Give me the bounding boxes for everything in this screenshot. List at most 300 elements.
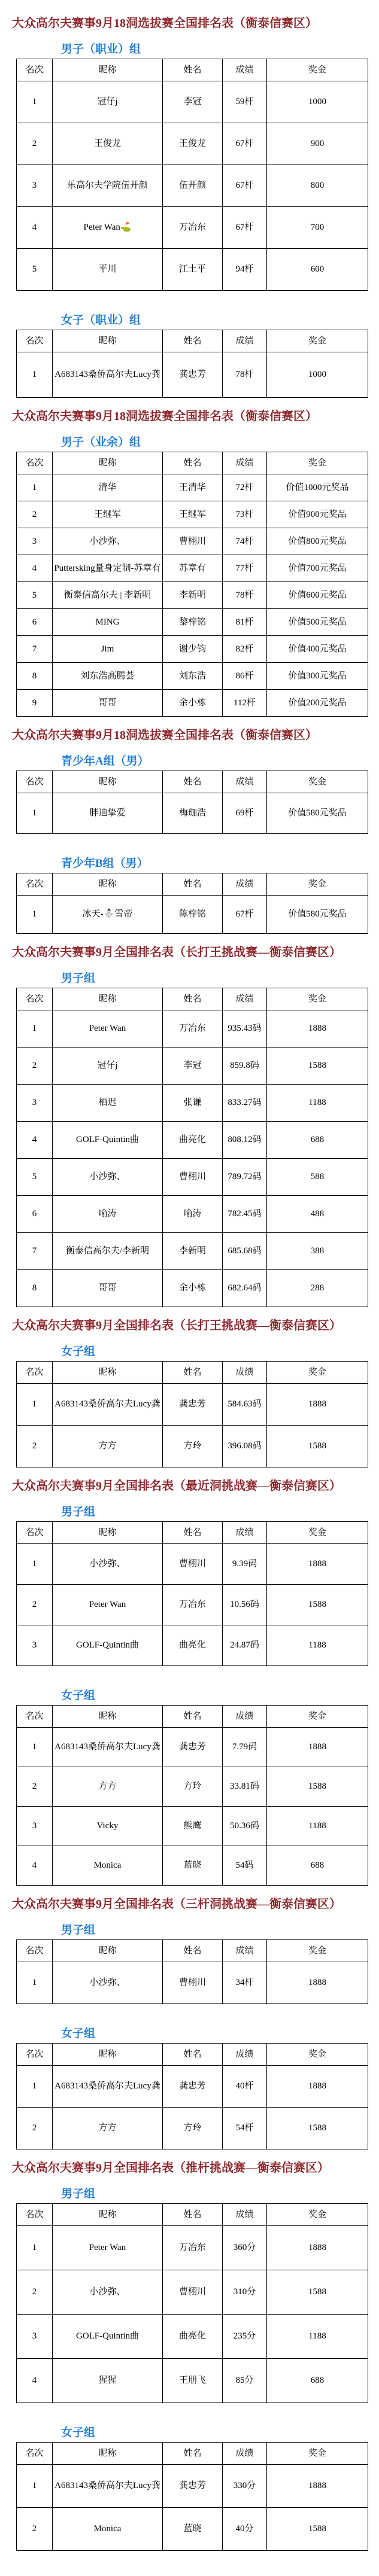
rank-cell: 2 xyxy=(17,2108,53,2149)
rank-cell: 6 xyxy=(17,1196,53,1233)
player-name-cell: 王清华 xyxy=(163,474,223,501)
rank-cell: 4 xyxy=(17,1846,53,1886)
rank-cell: 1 xyxy=(17,1544,53,1585)
table-row xyxy=(17,2359,368,2403)
table-row xyxy=(17,1544,368,1585)
player-name-cell: 曹栩川 xyxy=(163,528,223,555)
table-row xyxy=(17,1159,368,1196)
rank-cell: 1 xyxy=(17,1010,53,1048)
column-header: 昵称 xyxy=(53,988,163,1010)
column-header: 昵称 xyxy=(53,873,163,896)
group-subtitle: 男子组 xyxy=(61,972,96,985)
prize-cell: 价值200元奖品 xyxy=(267,690,368,717)
nickname-cell: 小沙弥、 xyxy=(53,1159,163,1196)
header-row xyxy=(17,2443,368,2465)
column-header: 奖金 xyxy=(267,2204,368,2226)
report xyxy=(0,16,379,2551)
table-row xyxy=(17,896,368,934)
player-name-cell: 李新明 xyxy=(163,1233,223,1270)
column-header: 名次 xyxy=(17,330,53,352)
column-header: 成绩 xyxy=(223,59,267,81)
column-header: 名次 xyxy=(17,2044,53,2066)
column-header: 成绩 xyxy=(223,1940,267,1962)
prize-cell: 1888 xyxy=(267,1384,368,1426)
prize-cell: 1188 xyxy=(267,1625,368,1666)
table-row xyxy=(17,636,368,663)
prize-cell: 1888 xyxy=(267,1010,368,1048)
column-header: 奖金 xyxy=(267,2044,368,2066)
column-header: 奖金 xyxy=(267,452,368,474)
section-title: 大众高尔夫赛事9月18洞选拔赛全国排名表（衡泰信赛区） xyxy=(12,410,317,423)
player-name-cell: 蓝晓 xyxy=(163,2508,223,2551)
column-header: 成绩 xyxy=(223,2443,267,2465)
header-row xyxy=(17,1522,368,1544)
header-row xyxy=(17,2044,368,2066)
prize-cell: 588 xyxy=(267,1159,368,1196)
player-name-cell: 曹栩川 xyxy=(163,1962,223,2004)
score-cell: 50.36码 xyxy=(223,1807,267,1846)
score-cell: 9.39码 xyxy=(223,1544,267,1585)
player-name-cell: 万冶东 xyxy=(163,207,223,249)
column-header: 昵称 xyxy=(53,59,163,81)
group-subtitle: 女子（职业）组 xyxy=(61,314,141,327)
table-row xyxy=(17,2270,368,2315)
column-header: 名次 xyxy=(17,873,53,896)
table-row xyxy=(17,582,368,609)
section-title: 大众高尔夫赛事9月全国排名表（长打王挑战赛—衡泰信赛区） xyxy=(12,1319,341,1332)
rank-cell: 1 xyxy=(17,1962,53,2004)
prize-cell: 1188 xyxy=(267,1807,368,1846)
group-subtitle: 男子组 xyxy=(61,1506,96,1518)
rank-cell: 4 xyxy=(17,555,53,582)
score-cell: 54杆 xyxy=(223,2108,267,2149)
player-name-cell: 曹栩川 xyxy=(163,2270,223,2315)
prize-cell: 1888 xyxy=(267,2465,368,2508)
column-header: 奖金 xyxy=(267,1522,368,1544)
rank-cell: 1 xyxy=(17,352,53,398)
column-header: 姓名 xyxy=(163,2044,223,2066)
column-header: 名次 xyxy=(17,1362,53,1384)
group-subtitle: 女子组 xyxy=(61,1345,96,1358)
column-header: 名次 xyxy=(17,1522,53,1544)
column-header: 姓名 xyxy=(163,330,223,352)
ranking-table xyxy=(16,1705,368,1886)
table-row xyxy=(17,1728,368,1767)
player-name-cell: 龚忠芳 xyxy=(163,352,223,398)
ranking-table xyxy=(16,59,368,291)
score-cell: 72杆 xyxy=(223,474,267,501)
score-cell: 67杆 xyxy=(223,207,267,249)
rank-cell: 7 xyxy=(17,636,53,663)
table-row xyxy=(17,81,368,123)
score-cell: 24.87码 xyxy=(223,1625,267,1666)
score-cell: 789.72码 xyxy=(223,1159,267,1196)
table-row xyxy=(17,2226,368,2270)
table-row xyxy=(17,1085,368,1122)
player-name-cell: 王继军 xyxy=(163,501,223,528)
prize-cell: 价值600元奖品 xyxy=(267,582,368,609)
score-cell: 73杆 xyxy=(223,501,267,528)
rank-cell: 1 xyxy=(17,793,53,834)
column-header: 奖金 xyxy=(267,873,368,896)
column-header: 奖金 xyxy=(267,59,368,81)
header-row xyxy=(17,452,368,474)
score-cell: 94杆 xyxy=(223,249,267,291)
group-subtitle: 男子（职业）组 xyxy=(61,43,141,56)
rank-cell: 2 xyxy=(17,1426,53,1467)
nickname-cell: A683143桑侨高尔夫Lucy龚 xyxy=(53,2066,163,2108)
ranking-section xyxy=(0,1478,379,1886)
player-name-cell: 熊鹰 xyxy=(163,1807,223,1846)
section-title: 大众高尔夫赛事9月18洞选拔赛全国排名表（衡泰信赛区） xyxy=(12,729,317,742)
table-row xyxy=(17,1270,368,1307)
column-header: 成绩 xyxy=(223,452,267,474)
player-name-cell: 龚忠芳 xyxy=(163,1384,223,1426)
rank-cell: 5 xyxy=(17,1159,53,1196)
header-row xyxy=(17,1706,368,1728)
nickname-cell: Jim xyxy=(53,636,163,663)
rank-cell: 1 xyxy=(17,81,53,123)
prize-cell: 价值400元奖品 xyxy=(267,636,368,663)
table-row xyxy=(17,1962,368,2004)
prize-cell: 价值300元奖品 xyxy=(267,663,368,690)
score-cell: 33.81码 xyxy=(223,1767,267,1807)
header-row xyxy=(17,1362,368,1384)
player-name-cell: 李冠 xyxy=(163,81,223,123)
column-header: 昵称 xyxy=(53,2204,163,2226)
group-subtitle: 女子组 xyxy=(61,1689,96,1702)
rank-cell: 8 xyxy=(17,1270,53,1307)
section-title: 大众高尔夫赛事9月全国排名表（长打王挑战赛—衡泰信赛区） xyxy=(12,946,341,959)
prize-cell: 688 xyxy=(267,1846,368,1886)
ranking-table xyxy=(16,988,368,1307)
column-header: 成绩 xyxy=(223,988,267,1010)
header-row xyxy=(17,2204,368,2226)
nickname-cell: 方方 xyxy=(53,2108,163,2149)
player-name-cell: 李新明 xyxy=(163,582,223,609)
section-title: 大众高尔夫赛事9月全国排名表（三杆洞挑战赛—衡泰信赛区） xyxy=(12,1898,341,1911)
ranking-section xyxy=(0,16,379,398)
header-row xyxy=(17,873,368,896)
nickname-cell: 平川 xyxy=(53,249,163,291)
table-row xyxy=(17,2315,368,2359)
table-row xyxy=(17,1426,368,1467)
table-row xyxy=(17,2465,368,2508)
nickname-cell: 喻涛 xyxy=(53,1196,163,1233)
rank-cell: 3 xyxy=(17,165,53,207)
score-cell: 682.64码 xyxy=(223,1270,267,1307)
group-subtitle: 青少年A组（男） xyxy=(61,755,149,768)
rank-cell: 1 xyxy=(17,1384,53,1426)
rank-cell: 1 xyxy=(17,1728,53,1767)
score-cell: 69杆 xyxy=(223,793,267,834)
player-name-cell: 喻涛 xyxy=(163,1196,223,1233)
header-row xyxy=(17,330,368,352)
nickname-cell: 胖迪挚爱 xyxy=(53,793,163,834)
rank-cell: 4 xyxy=(17,207,53,249)
ranking-table xyxy=(16,330,368,398)
column-header: 昵称 xyxy=(53,452,163,474)
column-header: 奖金 xyxy=(267,1706,368,1728)
table-row xyxy=(17,501,368,528)
nickname-cell: 哥哥 xyxy=(53,1270,163,1307)
table-row xyxy=(17,1196,368,1233)
column-header: 昵称 xyxy=(53,771,163,793)
score-cell: 77杆 xyxy=(223,555,267,582)
table-row xyxy=(17,528,368,555)
rank-cell: 4 xyxy=(17,1122,53,1159)
column-header: 姓名 xyxy=(163,988,223,1010)
column-header: 名次 xyxy=(17,1706,53,1728)
nickname-cell: A683143桑侨高尔夫Lucy龚 xyxy=(53,1384,163,1426)
header-row xyxy=(17,771,368,793)
rank-cell: 1 xyxy=(17,896,53,934)
nickname-cell: Monica xyxy=(53,1846,163,1886)
column-header: 奖金 xyxy=(267,2443,368,2465)
table-row xyxy=(17,1384,368,1426)
player-name-cell: 龚忠芳 xyxy=(163,2465,223,2508)
player-name-cell: 万冶东 xyxy=(163,1585,223,1625)
nickname-cell: 王继军 xyxy=(53,501,163,528)
score-cell: 78杆 xyxy=(223,582,267,609)
column-header: 奖金 xyxy=(267,988,368,1010)
player-name-cell: 曲亮化 xyxy=(163,1625,223,1666)
rank-cell: 8 xyxy=(17,663,53,690)
table-row xyxy=(17,690,368,717)
score-cell: 330分 xyxy=(223,2465,267,2508)
prize-cell: 价值900元奖品 xyxy=(267,501,368,528)
nickname-cell: 王俊龙 xyxy=(53,123,163,165)
column-header: 名次 xyxy=(17,2204,53,2226)
player-name-cell: 陈梓铭 xyxy=(163,896,223,934)
nickname-cell: 小沙弥、 xyxy=(53,528,163,555)
prize-cell: 1588 xyxy=(267,1048,368,1085)
player-name-cell: 龚忠芳 xyxy=(163,1728,223,1767)
nickname-cell: 小沙弥、 xyxy=(53,1962,163,2004)
nickname-cell: 冠仔j xyxy=(53,81,163,123)
rank-cell: 1 xyxy=(17,2066,53,2108)
table-row xyxy=(17,1807,368,1846)
section-title: 大众高尔夫赛事9月18洞选拔赛全国排名表（衡泰信赛区） xyxy=(12,17,317,30)
table-row xyxy=(17,352,368,398)
score-cell: 584.63码 xyxy=(223,1384,267,1426)
player-name-cell: 刘东浩 xyxy=(163,663,223,690)
ranking-section xyxy=(0,1896,379,2149)
header-row xyxy=(17,1940,368,1962)
ranking-table xyxy=(16,1939,368,2004)
rank-cell: 2 xyxy=(17,2270,53,2315)
column-header: 姓名 xyxy=(163,771,223,793)
prize-cell: 1888 xyxy=(267,2226,368,2270)
rank-cell: 5 xyxy=(17,582,53,609)
score-cell: 10.56码 xyxy=(223,1585,267,1625)
column-header: 奖金 xyxy=(267,1362,368,1384)
prize-cell: 价值500元奖品 xyxy=(267,609,368,636)
player-name-cell: 伍开颜 xyxy=(163,165,223,207)
rank-cell: 5 xyxy=(17,249,53,291)
player-name-cell: 江土平 xyxy=(163,249,223,291)
prize-cell: 1000 xyxy=(267,81,368,123)
prize-cell: 价值700元奖品 xyxy=(267,555,368,582)
nickname-cell: 刘东浩高腾荟 xyxy=(53,663,163,690)
table-row xyxy=(17,474,368,501)
nickname-cell: 方方 xyxy=(53,1426,163,1467)
ranking-section xyxy=(0,2160,379,2551)
column-header: 名次 xyxy=(17,1940,53,1962)
column-header: 奖金 xyxy=(267,330,368,352)
prize-cell: 1588 xyxy=(267,1585,368,1625)
player-name-cell: 余小栋 xyxy=(163,1270,223,1307)
score-cell: 54码 xyxy=(223,1846,267,1886)
column-header: 姓名 xyxy=(163,2204,223,2226)
group-subtitle: 青少年B组（男） xyxy=(61,857,148,870)
nickname-cell: 小沙弥、 xyxy=(53,1544,163,1585)
rank-cell: 3 xyxy=(17,2315,53,2359)
prize-cell: 1888 xyxy=(267,1728,368,1767)
player-name-cell: 曲亮化 xyxy=(163,1122,223,1159)
column-header: 成绩 xyxy=(223,1706,267,1728)
rank-cell: 9 xyxy=(17,690,53,717)
player-name-cell: 万冶东 xyxy=(163,1010,223,1048)
prize-cell: 700 xyxy=(267,207,368,249)
prize-cell: 1888 xyxy=(267,1544,368,1585)
rank-cell: 3 xyxy=(17,528,53,555)
table-row xyxy=(17,555,368,582)
group-subtitle: 男子（业余）组 xyxy=(61,436,141,449)
table-row xyxy=(17,2108,368,2149)
score-cell: 360分 xyxy=(223,2226,267,2270)
score-cell: 67杆 xyxy=(223,896,267,934)
player-name-cell: 曹栩川 xyxy=(163,1159,223,1196)
group-subtitle: 女子组 xyxy=(61,2426,96,2439)
ranking-section xyxy=(0,945,379,1307)
table-row xyxy=(17,165,368,207)
column-header: 名次 xyxy=(17,452,53,474)
ranking-table xyxy=(16,452,368,717)
table-row xyxy=(17,1767,368,1807)
table-row xyxy=(17,2066,368,2108)
nickname-cell: A683143桑侨高尔夫Lucy龚 xyxy=(53,1728,163,1767)
prize-cell: 1888 xyxy=(267,1962,368,2004)
nickname-cell: 方方 xyxy=(53,1767,163,1807)
column-header: 成绩 xyxy=(223,2204,267,2226)
prize-cell: 1188 xyxy=(267,1085,368,1122)
table-row xyxy=(17,123,368,165)
column-header: 成绩 xyxy=(223,771,267,793)
prize-cell: 688 xyxy=(267,2359,368,2403)
score-cell: 782.45码 xyxy=(223,1196,267,1233)
table-row xyxy=(17,793,368,834)
prize-cell: 价值1000元奖品 xyxy=(267,474,368,501)
prize-cell: 1188 xyxy=(267,2315,368,2359)
score-cell: 833.27码 xyxy=(223,1085,267,1122)
score-cell: 808.12码 xyxy=(223,1122,267,1159)
column-header: 姓名 xyxy=(163,452,223,474)
nickname-cell: 哥哥 xyxy=(53,690,163,717)
nickname-cell: Peter Wan xyxy=(53,2226,163,2270)
ranking-table xyxy=(16,873,368,934)
header-row xyxy=(17,988,368,1010)
section-title: 大众高尔夫赛事9月全国排名表（推杆挑战赛—衡泰信赛区） xyxy=(12,2161,329,2175)
column-header: 昵称 xyxy=(53,2443,163,2465)
table-row xyxy=(17,1846,368,1886)
column-header: 姓名 xyxy=(163,1706,223,1728)
player-name-cell: 王朋飞 xyxy=(163,2359,223,2403)
score-cell: 40杆 xyxy=(223,2066,267,2108)
table-row xyxy=(17,1048,368,1085)
player-name-cell: 梅珈浩 xyxy=(163,793,223,834)
prize-cell: 1888 xyxy=(267,2066,368,2108)
table-row xyxy=(17,1625,368,1666)
rank-cell: 3 xyxy=(17,1085,53,1122)
rank-cell: 2 xyxy=(17,1767,53,1807)
prize-cell: 800 xyxy=(267,165,368,207)
ranking-section xyxy=(0,1318,379,1467)
table-row xyxy=(17,1122,368,1159)
nickname-cell: A683143桑侨高尔夫Lucy龚 xyxy=(53,2465,163,2508)
group-subtitle: 女子组 xyxy=(61,2027,96,2040)
player-name-cell: 方玲 xyxy=(163,1767,223,1807)
column-header: 奖金 xyxy=(267,771,368,793)
prize-cell: 价值580元奖品 xyxy=(267,793,368,834)
score-cell: 859.8码 xyxy=(223,1048,267,1085)
nickname-cell: 清华 xyxy=(53,474,163,501)
ranking-table xyxy=(16,2043,368,2149)
ranking-section xyxy=(0,409,379,717)
player-name-cell: 谢少钧 xyxy=(163,636,223,663)
nickname-cell: 猩猩 xyxy=(53,2359,163,2403)
prize-cell: 1588 xyxy=(267,2270,368,2315)
score-cell: 34杆 xyxy=(223,1962,267,2004)
rank-cell: 2 xyxy=(17,2508,53,2551)
table-row xyxy=(17,249,368,291)
nickname-cell: 冠仔j xyxy=(53,1048,163,1085)
player-name-cell: 李冠 xyxy=(163,1048,223,1085)
ranking-table xyxy=(16,2203,368,2403)
column-header: 成绩 xyxy=(223,1522,267,1544)
nickname-cell: A683143桑侨高尔夫Lucy龚 xyxy=(53,352,163,398)
player-name-cell: 方玲 xyxy=(163,2108,223,2149)
column-header: 姓名 xyxy=(163,1522,223,1544)
nickname-cell: 冰天-⛄雪帝 xyxy=(53,896,163,934)
nickname-cell: Peter Wan xyxy=(53,1585,163,1625)
column-header: 姓名 xyxy=(163,1940,223,1962)
score-cell: 78杆 xyxy=(223,352,267,398)
prize-cell: 688 xyxy=(267,1122,368,1159)
prize-cell: 1000 xyxy=(267,352,368,398)
column-header: 名次 xyxy=(17,59,53,81)
rank-cell: 7 xyxy=(17,1233,53,1270)
score-cell: 85分 xyxy=(223,2359,267,2403)
prize-cell: 1588 xyxy=(267,2108,368,2149)
score-cell: 235分 xyxy=(223,2315,267,2359)
group-subtitle: 男子组 xyxy=(61,2188,96,2200)
score-cell: 86杆 xyxy=(223,663,267,690)
column-header: 昵称 xyxy=(53,2044,163,2066)
nickname-cell: Vicky xyxy=(53,1807,163,1846)
column-header: 名次 xyxy=(17,988,53,1010)
player-name-cell: 龚忠芳 xyxy=(163,2066,223,2108)
table-row xyxy=(17,207,368,249)
ranking-table xyxy=(16,771,368,834)
header-row xyxy=(17,59,368,81)
section-title: 大众高尔夫赛事9月全国排名表（最近洞挑战赛—衡泰信赛区） xyxy=(12,1479,341,1493)
column-header: 名次 xyxy=(17,2443,53,2465)
nickname-cell: Peter Wan xyxy=(53,1010,163,1048)
score-cell: 81杆 xyxy=(223,609,267,636)
score-cell: 67杆 xyxy=(223,165,267,207)
column-header: 昵称 xyxy=(53,1706,163,1728)
